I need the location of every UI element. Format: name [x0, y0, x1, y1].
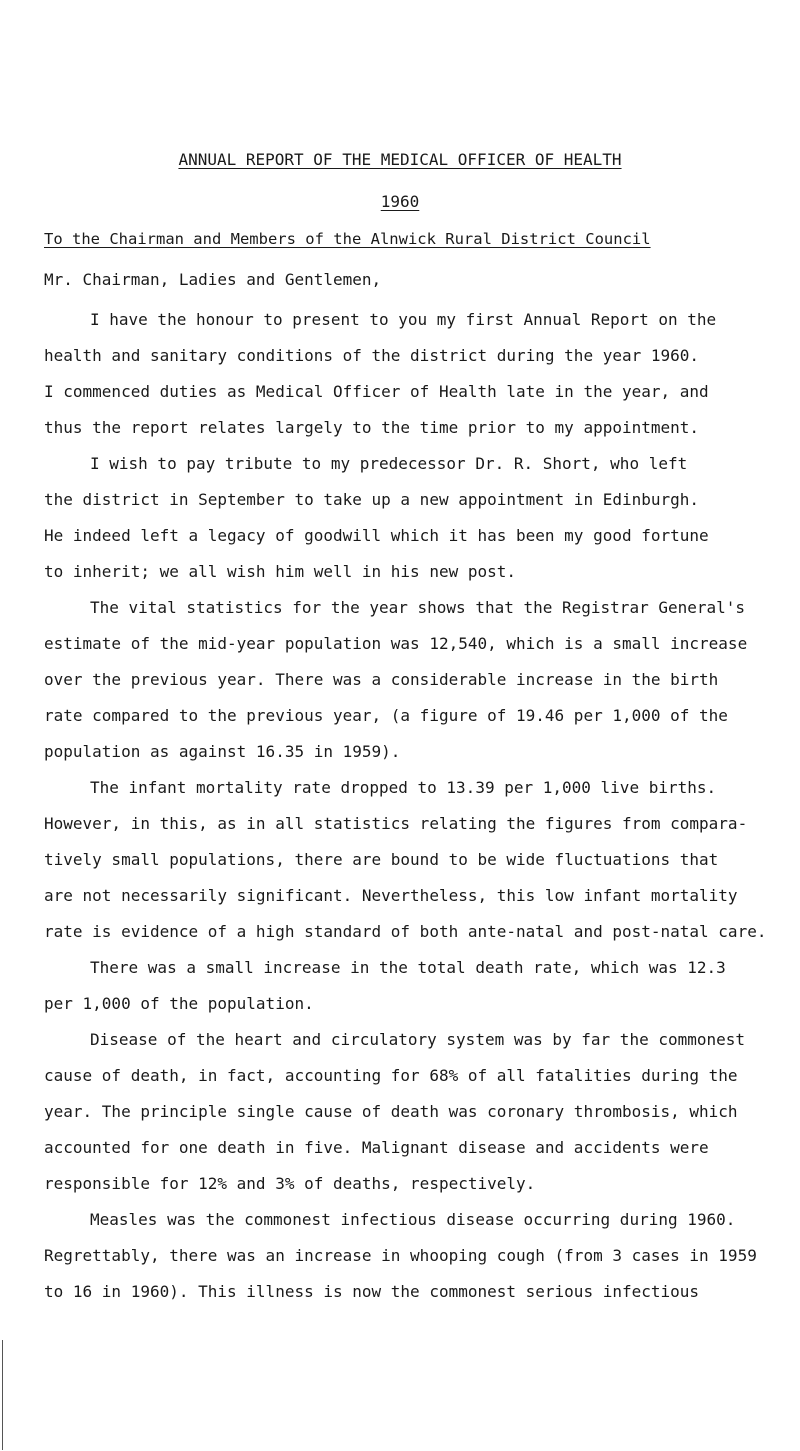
- body-line: population as against 16.35 in 1959).: [44, 742, 401, 761]
- report-title: [0, 150, 800, 169]
- body-line: I have the honour to present to you my first Annual Report on the: [90, 310, 717, 329]
- body-line: health and sanitary conditions of the district during the year 1960.: [44, 346, 700, 365]
- body-line: responsible for 12% and 3% of deaths, respectively.: [44, 1174, 536, 1193]
- body-line: to 16 in 1960). This illness is now the commonest serious infectious: [44, 1282, 700, 1301]
- body-line: estimate of the mid-year population was 12,540, which is a small increase: [44, 634, 748, 653]
- body-line: cause of death, in fact, accounting for 68% of all fatalities during the: [44, 1066, 738, 1085]
- greeting-line: Mr. Chairman, Ladies and Gentlemen,: [44, 270, 382, 289]
- body-line: accounted for one death in five. Malignant disease and accidents were: [44, 1138, 709, 1157]
- body-line: tively small populations, there are bound to be wide fluctuations that: [44, 850, 719, 869]
- body-line: over the previous year. There was a considerable increase in the birth: [44, 670, 719, 689]
- body-line: rate compared to the previous year, (a figure of 19.46 per 1,000 of the: [44, 706, 728, 725]
- report-year: [0, 192, 800, 211]
- body-line: There was a small increase in the total death rate, which was 12.3: [90, 958, 726, 977]
- body-line: I wish to pay tribute to my predecessor Dr. R. Short, who left: [90, 454, 688, 473]
- body-line: year. The principle single cause of death was coronary thrombosis, which: [44, 1102, 738, 1121]
- body-line: to inherit; we all wish him well in his new post.: [44, 562, 517, 581]
- body-line: rate is evidence of a high standard of both ante-natal and post-natal care.: [44, 922, 767, 941]
- addressee-line: To the Chairman and Members of the Alnwick Rural District Council: [44, 230, 651, 248]
- body-line: I commenced duties as Medical Officer of Health late in the year, and: [44, 382, 709, 401]
- report-title-text: ANNUAL REPORT OF THE MEDICAL OFFICER OF HEALTH: [178, 150, 622, 169]
- body-line: Disease of the heart and circulatory system was by far the commonest: [90, 1030, 746, 1049]
- body-line: He indeed left a legacy of goodwill which it has been my good fortune: [44, 526, 709, 545]
- body-line: The vital statistics for the year shows that the Registrar General's: [90, 598, 746, 617]
- report-year-text: 1960: [380, 192, 420, 211]
- margin-mark: [2, 1340, 3, 1450]
- body-line: thus the report relates largely to the time prior to my appointment.: [44, 418, 700, 437]
- body-line: The infant mortality rate dropped to 13.39 per 1,000 live births.: [90, 778, 717, 797]
- body-line: the district in September to take up a new appointment in Edinburgh.: [44, 490, 700, 509]
- body-line: are not necessarily significant. Nevertheless, this low infant mortality: [44, 886, 738, 905]
- body-line: However, in this, as in all statistics relating the figures from compara-: [44, 814, 748, 833]
- body-line: Regrettably, there was an increase in whooping cough (from 3 cases in 1959: [44, 1246, 757, 1265]
- body-line: Measles was the commonest infectious disease occurring during 1960.: [90, 1210, 736, 1229]
- body-line: per 1,000 of the population.: [44, 994, 314, 1013]
